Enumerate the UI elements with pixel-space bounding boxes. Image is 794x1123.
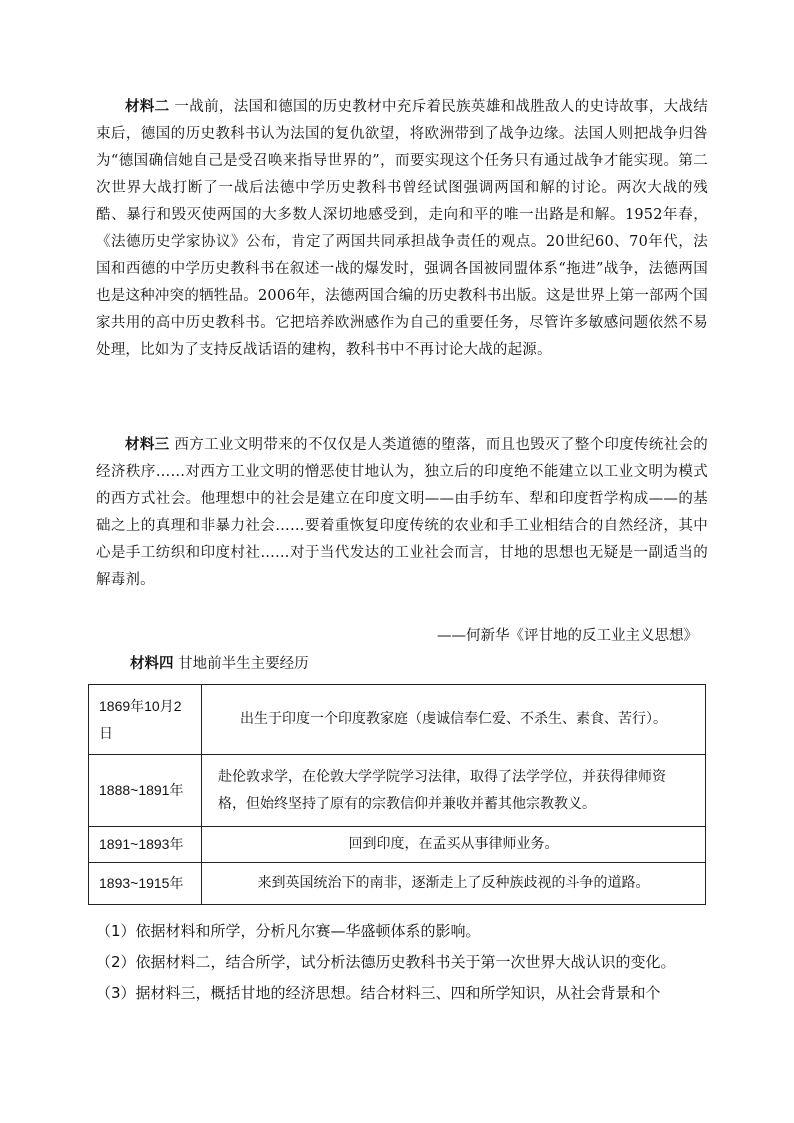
question-3: （3）据材料三，概括甘地的经济思想。结合材料三、四和所学知识，从社会背景和个 <box>96 984 661 1002</box>
material-3-paragraph <box>96 432 708 594</box>
row-description: 来到英国统治下的南非，逐渐走上了反种族歧视的斗争的道路。 <box>202 863 706 905</box>
material-3-text: 西方工业文明带来的不仅仅是人类道德的堕落，而且也毁灭了整个印度传统社会的经济秩序……对西方工业文明的憎恶使甘地认为，独立后的印度绝不能建立以工业文明为模式的西方式社会。他理想中的社会是建立在印度文明——由手纺车、犁和印度哲学构成——的基础之上的真理和非暴力社会……要着重恢复印度传统的农业和手工业相结合的自然经济，其中心是手工纺织和印度村社……对于当代发达的工业社会而言，甘地的思想也无疑是一副适当的解毒剂。 <box>96 437 708 588</box>
material-4-label: 材料四 <box>130 656 174 672</box>
table-row <box>89 827 706 863</box>
table-row <box>89 863 706 905</box>
table-row <box>89 685 706 755</box>
row-date: 1891~1893年 <box>89 827 202 863</box>
material-4-title: 甘地前半生主要经历 <box>178 656 309 672</box>
row-description: 出生于印度一个印度教家庭（虔诚信奉仁爱、不杀生、素食、苦行）。 <box>202 685 706 755</box>
material-3-label: 材料三 <box>125 437 170 453</box>
table-row <box>89 755 706 827</box>
material-2-text: 一战前，法国和德国的历史教材中充斥着民族英雄和战胜敌人的史诗故事，大战结束后，德国的历史教科书认为法国的复仇欲望，将欧洲带到了战争边缘。法国人则把战争归咎为“德国确信她自己是受召唤来指导世界的”，而要实现这个任务只有通过战争才能实现。第二次世界大战打断了一战后法德中学历史教科书曾经试图强调两国和解的讨论。两次大战的残酷、暴行和毁灭使两国的大多数人深切地感受到，走向和平的唯一出路是和解。1952年春，《法德历史学家协议》公布，肯定了两国共同承担战争责任的观点。20世纪60、70年代，法国和西德的中学历史教科书在叙述一战的爆发时，强调各国被同盟体系“拖进”战争，法德两国也是这种冲突的牺牲品。2006年，法德两国合编的历史教科书出版。这是世界上第一部两个国家共用的高中历史教科书。它把培养欧洲感作为自己的重要任务，尽管许多敏感问题依然不易处理，比如为了支持反战话语的建构，教科书中不再讨论大战的起源。 <box>96 99 708 358</box>
question-2: （2）依据材料二，结合所学，试分析法德历史教科书关于第一次世界大战认识的变化。 <box>96 953 676 971</box>
row-date: 1888~1891年 <box>89 755 202 827</box>
row-description: 回到印度，在孟买从事律师业务。 <box>202 827 706 863</box>
row-date: 1893~1915年 <box>89 863 202 905</box>
question-1: （1）依据材料和所学，分析凡尔赛—华盛顿体系的影响。 <box>96 922 481 940</box>
row-description: 赴伦敦求学，在伦敦大学学院学习法律，取得了法学学位，并获得律师资格，但始终坚持了原有的宗教信仰并兼收并蓄其他宗教教义。 <box>202 755 706 827</box>
row-date: 1869年10月2日 <box>89 685 202 755</box>
material-3-source: ——何新华《评甘地的反工业主义思想》 <box>437 628 698 644</box>
gandhi-timeline-table <box>88 684 706 905</box>
material-2-paragraph <box>96 94 708 364</box>
material-4-heading <box>130 652 309 673</box>
material-2-label: 材料二 <box>125 99 170 115</box>
